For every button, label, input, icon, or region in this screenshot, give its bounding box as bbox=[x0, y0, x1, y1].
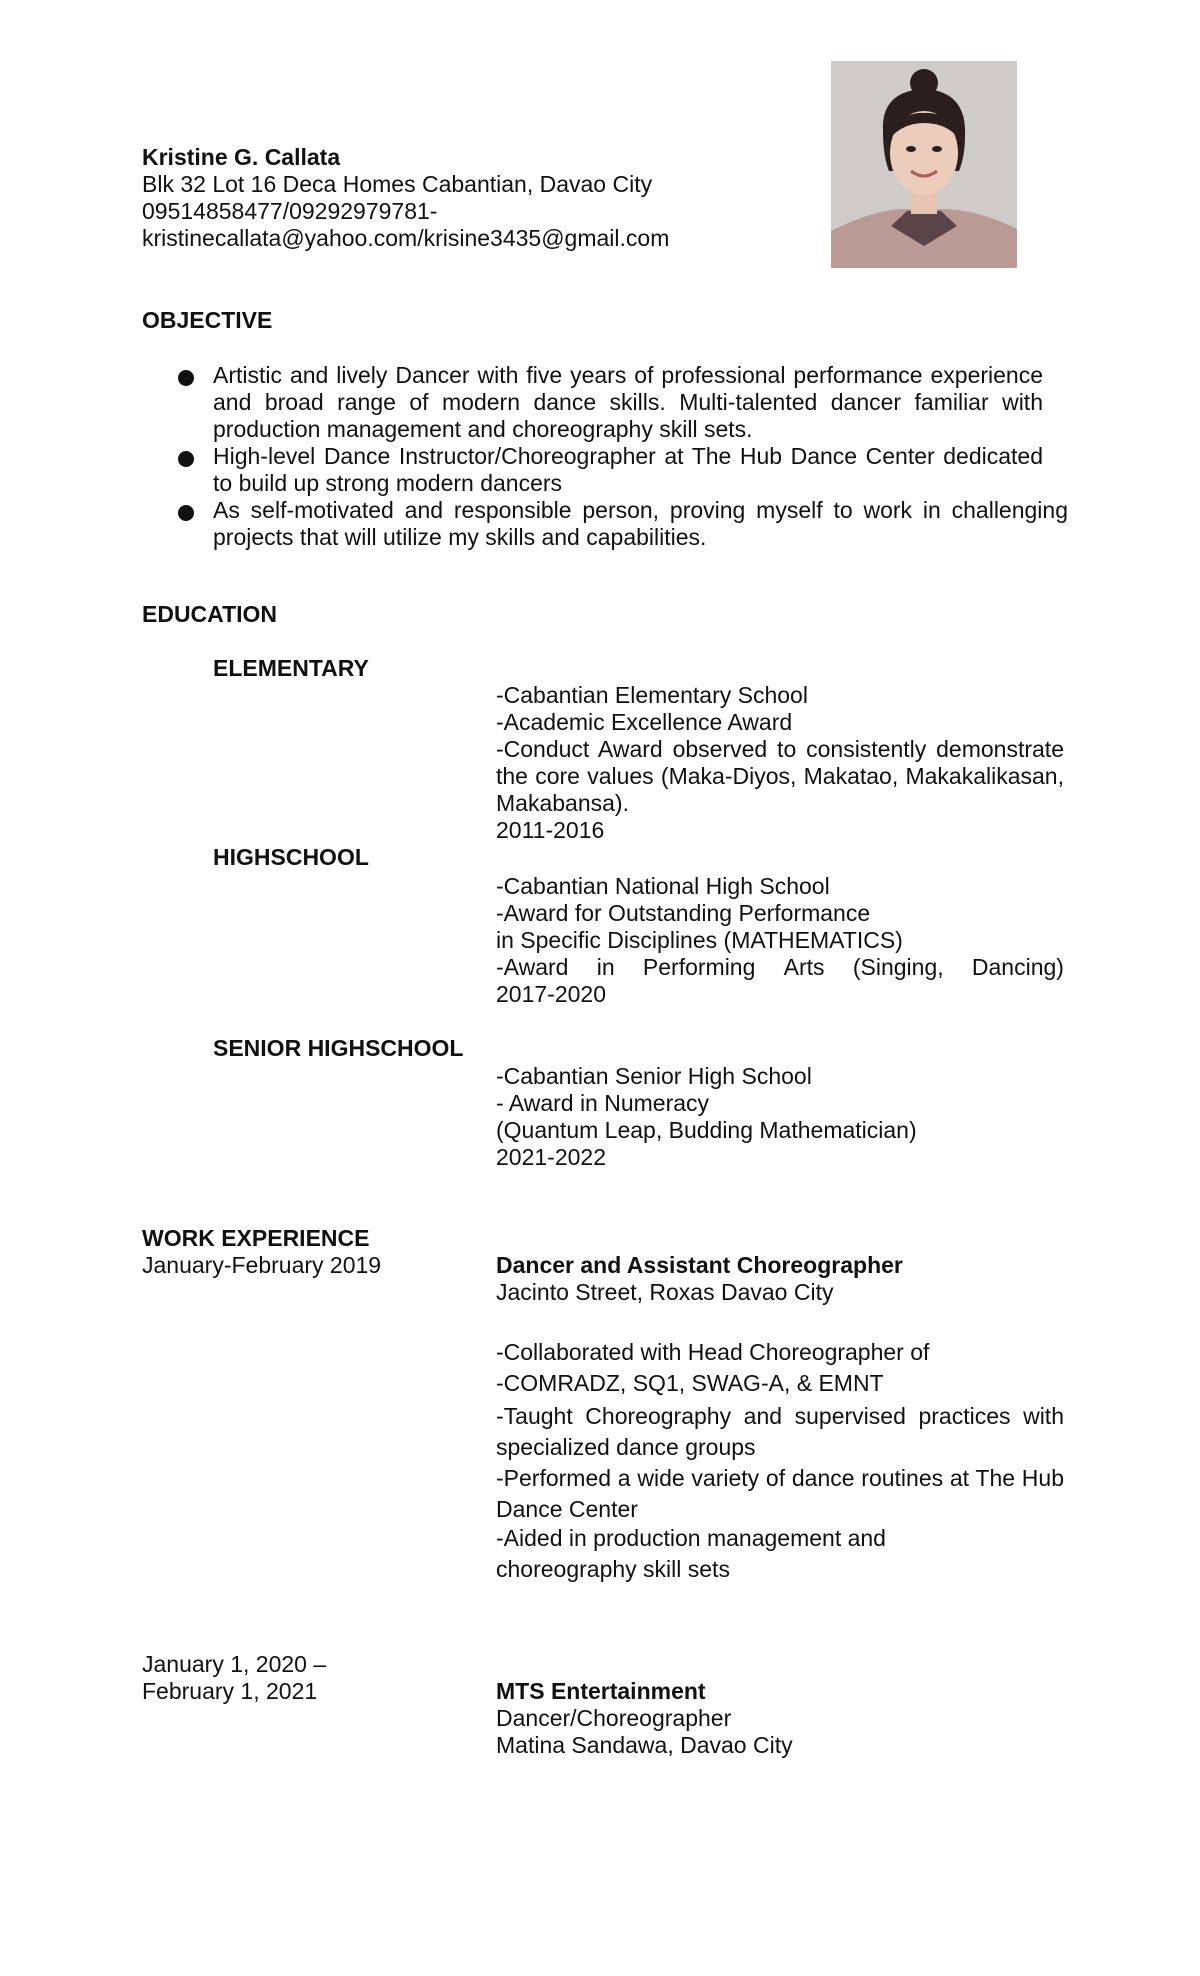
award-word: -Award bbox=[496, 954, 569, 980]
senior-school: -Cabantian Senior High School bbox=[496, 1063, 812, 1089]
award-word: Dancing) bbox=[971, 954, 1064, 980]
phone-numbers: 09514858477/09292979781- bbox=[142, 198, 438, 224]
elementary-award: -Conduct Award observed to consistently demonstrate the core values (Maka-Diyos, Makatao, Makakalikasan, Makabansa). bbox=[496, 736, 1064, 816]
award-word: (Singing, bbox=[852, 954, 944, 980]
address: Blk 32 Lot 16 Deca Homes Cabantian, Davao City bbox=[142, 171, 653, 197]
elementary-label: ELEMENTARY bbox=[213, 655, 369, 681]
elementary-award: -Academic Excellence Award bbox=[496, 709, 793, 735]
job-duty: -Taught Choreography and supervised practices with specialized dance groups bbox=[496, 1403, 1064, 1460]
objective-item: As self-motivated and responsible person, proving myself to work in challenging projects that will utilize my skills and capabilities. bbox=[213, 497, 1068, 550]
award-word: in bbox=[596, 954, 615, 980]
bullet-icon bbox=[178, 451, 194, 467]
job-company: MTS Entertainment bbox=[496, 1678, 706, 1704]
elementary-years: 2011-2016 bbox=[496, 817, 605, 843]
profile-photo bbox=[831, 61, 1017, 268]
job-duty: choreography skill sets bbox=[496, 1556, 730, 1582]
highschool-award bbox=[496, 954, 1064, 981]
bullet-icon bbox=[178, 370, 194, 386]
award-word: Arts bbox=[783, 954, 825, 980]
senior-award: - Award in Numeracy bbox=[496, 1090, 710, 1116]
bullet-icon bbox=[178, 505, 194, 521]
work-experience-heading: WORK EXPERIENCE bbox=[142, 1225, 370, 1251]
senior-highschool-label: SENIOR HIGHSCHOOL bbox=[213, 1035, 464, 1061]
job-date: January-February 2019 bbox=[142, 1252, 382, 1278]
highschool-label: HIGHSCHOOL bbox=[213, 844, 369, 870]
job-date: January 1, 2020 – bbox=[142, 1651, 327, 1677]
job-duty: -Performed a wide variety of dance routines at The Hub Dance Center bbox=[496, 1465, 1064, 1522]
job-duty: -COMRADZ, SQ1, SWAG-A, & EMNT bbox=[496, 1370, 884, 1396]
senior-award: (Quantum Leap, Budding Mathematician) bbox=[496, 1117, 917, 1143]
job-role: Dancer/Choreographer bbox=[496, 1705, 732, 1731]
applicant-name: Kristine G. Callata bbox=[142, 144, 341, 170]
education-heading: EDUCATION bbox=[142, 601, 278, 627]
job-duty: -Aided in production management and bbox=[496, 1525, 886, 1551]
highschool-school: -Cabantian National High School bbox=[496, 873, 830, 899]
elementary-school: -Cabantian Elementary School bbox=[496, 682, 808, 708]
job-title: Dancer and Assistant Choreographer bbox=[496, 1252, 903, 1278]
highschool-award: -Award for Outstanding Performance bbox=[496, 900, 871, 926]
award-word: Performing bbox=[642, 954, 756, 980]
job-date: February 1, 2021 bbox=[142, 1678, 318, 1704]
email-addresses: kristinecallata@yahoo.com/krisine3435@gmail.com bbox=[142, 225, 670, 251]
job-duty: -Collaborated with Head Choreographer of bbox=[496, 1339, 930, 1365]
highschool-years: 2017-2020 bbox=[496, 981, 606, 1007]
senior-years: 2021-2022 bbox=[496, 1144, 606, 1170]
highschool-award: in Specific Disciplines (MATHEMATICS) bbox=[496, 927, 903, 953]
objective-heading: OBJECTIVE bbox=[142, 307, 273, 333]
objective-item: High-level Dance Instructor/Choreographer at The Hub Dance Center dedicated to build up strong modern dancers bbox=[213, 443, 1043, 496]
job-location: Matina Sandawa, Davao City bbox=[496, 1732, 793, 1758]
objective-item: Artistic and lively Dancer with five years of professional performance experience and broad range of modern dance skills. Multi-talented dancer familiar with production management and choreography skill sets. bbox=[213, 362, 1043, 442]
job-location: Jacinto Street, Roxas Davao City bbox=[496, 1279, 834, 1305]
